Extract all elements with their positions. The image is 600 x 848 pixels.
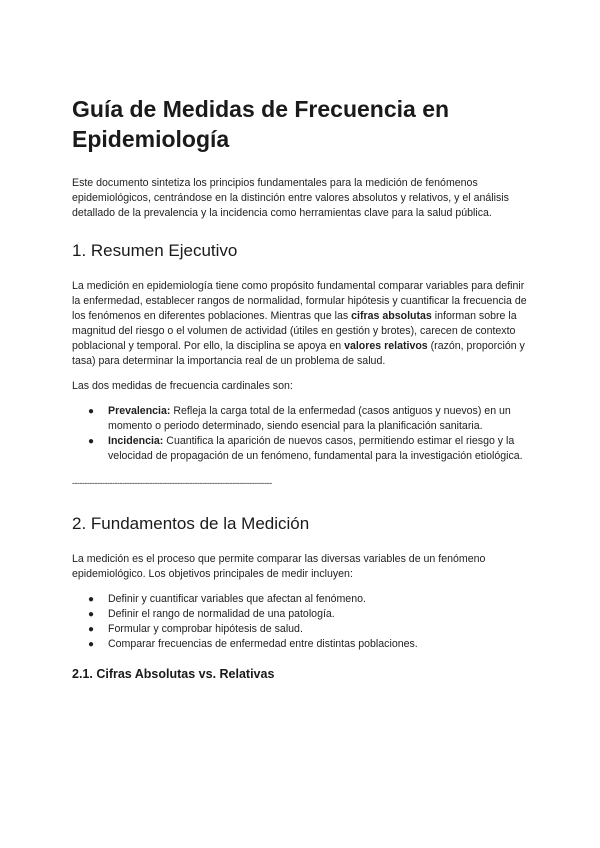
- section-1-paragraph-1: [72, 279, 532, 369]
- section-2-heading: 2. Fundamentos de la Medición: [72, 514, 310, 533]
- bold-term-valores-relativos: valores relativos: [344, 340, 428, 352]
- list-item: [72, 637, 532, 652]
- list-item-text: Comparar frecuencias de enfermedad entre distintas poblaciones.: [108, 638, 418, 650]
- list-item-text: Formular y comprobar hipótesis de salud.: [108, 623, 303, 635]
- list-item-prevalencia: [72, 404, 532, 434]
- text-run: Refleja la carga total de la enfermedad (casos antiguos y nuevos) en un momento o periodo determinado, siendo esencial para la planificación sanitaria.: [108, 405, 511, 432]
- list-item: [72, 622, 532, 637]
- bold-term-cifras-absolutas: cifras absolutas: [351, 310, 432, 322]
- bullet-icon: ●: [88, 594, 95, 605]
- bullet-icon: ●: [88, 436, 95, 447]
- bullet-icon: ●: [88, 624, 95, 635]
- section-1-heading: 1. Resumen Ejecutivo: [72, 241, 238, 260]
- bullet-icon: ●: [88, 639, 95, 650]
- term-incidencia: Incidencia:: [108, 435, 164, 447]
- section-2-paragraph-1: La medición es el proceso que permite comparar las diversas variables de un fenómeno epidemiológico. Los objetivos principales de medir incluyen:: [72, 553, 486, 580]
- measurement-objectives-list: [72, 592, 532, 652]
- bullet-icon: ●: [88, 609, 95, 620]
- text-run: (razón, proporción y tasa) para determinar la importancia real de un problema de salud.: [72, 340, 525, 367]
- intro-paragraph: Este documento sintetiza los principios fundamentales para la medición de fenómenos epidemiológicos, centrándose en la distinción entre valores absolutos y relativos, y el análisis detallado de la prevalencia y la incidencia como herramientas clave para la salud pública.: [72, 177, 509, 219]
- text-run: La medición en epidemiología tiene como propósito fundamental comparar variables para definir la enfermedad, establecer rangos de normalidad, formular hipótesis y cuantificar la frecuencia de los fenómenos en diferentes poblaciones. Mientras que las: [72, 280, 527, 322]
- document-content: [72, 94, 532, 682]
- term-prevalencia: Prevalencia:: [108, 405, 171, 417]
- text-run: informan sobre la magnitud del riesgo o el volumen de actividad (útiles en gestión y brotes), carecen de contexto poblacional y temporal. Por ello, la disciplina se apoya en: [72, 310, 517, 352]
- bullet-icon: ●: [88, 406, 95, 417]
- section-divider: --------------------------------------------------------------------------------: [72, 478, 272, 488]
- section-1-paragraph-2: Las dos medidas de frecuencia cardinales son:: [72, 380, 293, 392]
- cardinal-measures-list: [72, 404, 532, 464]
- list-item: [72, 592, 532, 607]
- list-item-text: Definir y cuantificar variables que afectan al fenómeno.: [108, 593, 366, 605]
- list-item-incidencia: [72, 434, 532, 464]
- text-run: Cuantifica la aparición de nuevos casos, permitiendo estimar el riesgo y la velocidad de propagación de un fenómeno, fundamental para la investigación etiológica.: [108, 435, 523, 462]
- subsection-2-1-heading: 2.1. Cifras Absolutas vs. Relativas: [72, 667, 275, 681]
- list-item: [72, 607, 532, 622]
- list-item-text: Definir el rango de normalidad de una patología.: [108, 608, 335, 620]
- document-title: Guía de Medidas de Frecuencia en Epidemiología: [72, 96, 450, 152]
